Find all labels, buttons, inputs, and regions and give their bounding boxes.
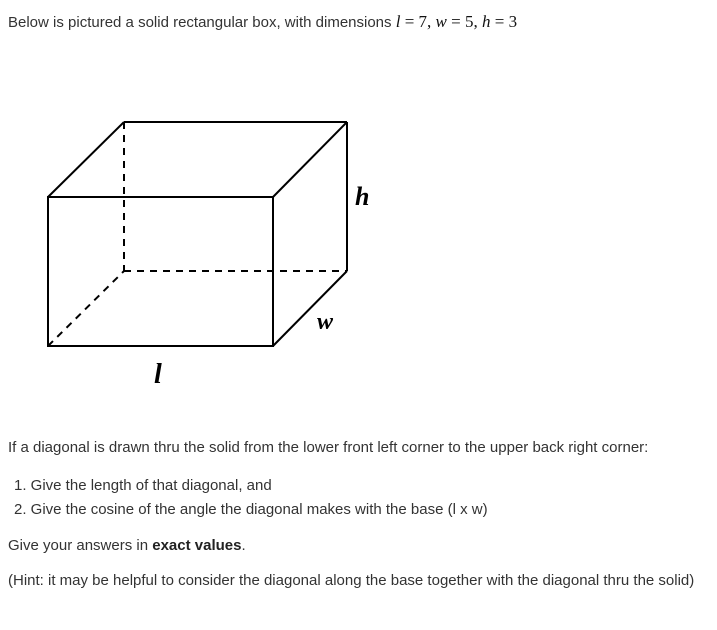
l-equals: = <box>400 12 419 31</box>
separator-2: , <box>473 12 482 31</box>
question-steps <box>14 474 488 522</box>
front-face <box>48 197 273 346</box>
top-left-edge <box>48 122 124 197</box>
box-diagram <box>0 100 420 400</box>
step-item-1: 1. Give the length of that diagonal, and <box>14 477 272 494</box>
label-l: l <box>154 359 162 390</box>
w-equals: = <box>446 12 465 31</box>
step-item-2: 2. Give the cosine of the angle the diagonal makes with the base (l x w) <box>14 501 488 518</box>
l-value: 7 <box>418 12 428 31</box>
h-equals: = <box>490 12 509 31</box>
top-right-edge <box>273 122 347 197</box>
answer-instruction-lead: Give your answers in <box>8 537 153 554</box>
answer-instruction <box>8 535 246 557</box>
hint-text: (Hint: it may be helpful to consider the diagonal along the base together with the diagonal thru the solid) <box>8 572 695 589</box>
w-variable: w <box>435 12 447 31</box>
answer-instruction-end: . <box>241 537 246 554</box>
bottom-right-edge <box>273 271 347 346</box>
label-w: w <box>317 309 334 335</box>
intro-text <box>8 12 517 32</box>
label-h: h <box>355 182 370 211</box>
hidden-bottom-left-edge <box>48 271 124 346</box>
intro-lead: Below is pictured a solid rectangular box, with dimensions <box>8 14 396 31</box>
answer-instruction-bold: exact values <box>152 537 242 554</box>
dimensions-math <box>396 12 517 31</box>
h-value: 3 <box>508 12 518 31</box>
separator-1: , <box>427 12 436 31</box>
w-value: 5 <box>464 12 474 31</box>
question-prompt: If a diagonal is drawn thru the solid from the lower front left corner to the upper back right corner: <box>8 439 649 456</box>
h-variable: h <box>481 12 491 31</box>
l-variable: l <box>395 12 401 31</box>
